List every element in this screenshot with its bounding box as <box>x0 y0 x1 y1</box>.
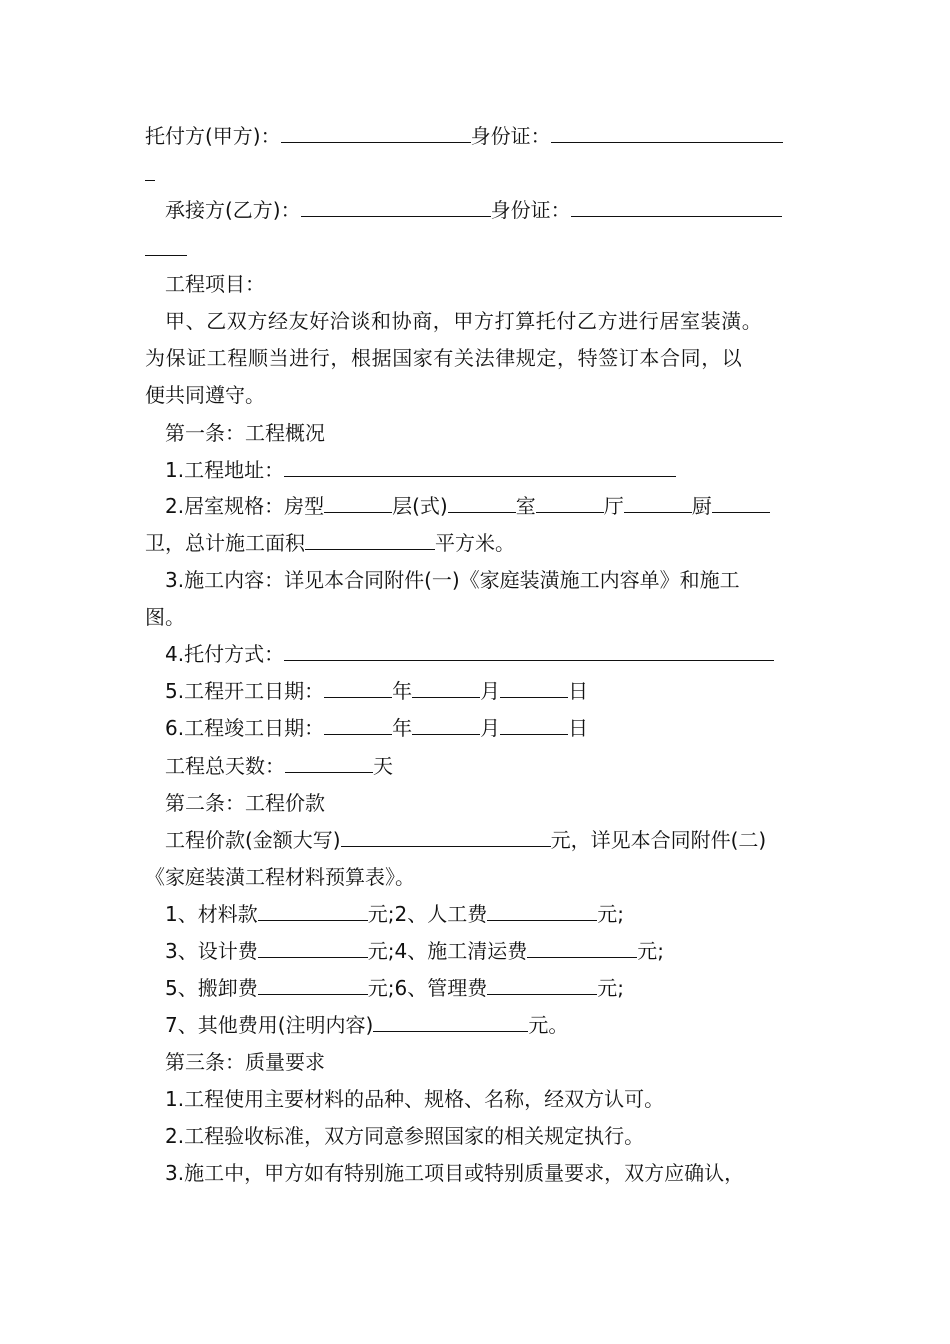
end-year-blank <box>324 714 392 735</box>
management-blank <box>487 974 597 995</box>
unit-hall: 厅 <box>603 494 624 518</box>
start-day-unit: 日 <box>568 679 589 703</box>
fees-line-4 <box>165 1011 833 1039</box>
party-a-name-blank <box>281 122 471 143</box>
content-line-1: 3.施工内容：详见本合同附件(一)《家庭装潢施工内容单》和施工 <box>165 568 740 592</box>
quality-item-2: 2.工程验收标准，双方同意参照国家的相关规定执行。 <box>165 1124 645 1148</box>
intro-line-3: 便共同遵守。 <box>145 383 265 407</box>
start-month-blank <box>412 677 480 698</box>
price-after: 元，详见本合同附件(二) <box>550 828 767 852</box>
spec-line-2 <box>145 529 813 557</box>
party-b-id-blank <box>571 196 782 217</box>
start-year-unit: 年 <box>392 679 413 703</box>
total-days-line <box>165 752 833 780</box>
party-a-id-blank <box>551 122 783 143</box>
labor-blank <box>487 900 597 921</box>
party-b-id-blank-cont <box>145 235 187 256</box>
bath-blank <box>712 492 770 513</box>
price-blank <box>341 826 551 847</box>
material-blank <box>258 900 368 921</box>
design-unit: 元; <box>367 939 395 963</box>
unit-room: 室 <box>515 494 536 518</box>
party-a-line-wrap <box>145 160 813 188</box>
fees-line-3 <box>165 974 833 1002</box>
method-blank <box>284 640 774 661</box>
quality-item-1: 1.工程使用主要材料的品种、规格、名称，经双方认可。 <box>165 1087 665 1111</box>
kitchen-blank <box>624 492 692 513</box>
address-line <box>165 456 833 484</box>
method-line <box>165 640 833 668</box>
management-unit: 元; <box>597 976 624 1000</box>
cleanup-blank <box>527 937 637 958</box>
party-b-id-label: 身份证： <box>490 198 571 222</box>
end-year-unit: 年 <box>392 716 413 740</box>
labor-unit: 元; <box>597 902 624 926</box>
floor-type-blank <box>324 492 392 513</box>
intro-line-2: 为保证工程顺当进行，根据国家有关法律规定，特签订本合同，以 <box>145 346 743 370</box>
intro-line-1: 甲、乙双方经友好洽谈和协商，甲方打算托付乙方进行居室装潢。 <box>165 309 763 333</box>
management-label: 6、管理费 <box>394 976 488 1000</box>
article-2-title: 第二条：工程价款 <box>165 791 325 815</box>
labor-label: 2、人工费 <box>394 902 488 926</box>
price-label: 工程价款(金额大写) <box>165 828 341 852</box>
total-days-label: 工程总天数： <box>165 754 285 778</box>
method-label: 4.托付方式： <box>165 642 285 666</box>
address-blank <box>284 456 676 477</box>
hall-blank <box>536 492 604 513</box>
spec-label: 2.居室规格：房型 <box>165 494 325 518</box>
moving-label: 5、搬卸费 <box>165 976 258 1000</box>
project-heading: 工程项目： <box>165 272 265 296</box>
other-blank <box>373 1011 528 1032</box>
start-date-label: 5.工程开工日期： <box>165 679 325 703</box>
start-day-blank <box>500 677 568 698</box>
party-b-name-blank <box>301 196 491 217</box>
article-1-title: 第一条：工程概况 <box>165 421 325 445</box>
cleanup-label: 4、施工清运费 <box>394 939 528 963</box>
spec-line-2-start: 卫，总计施工面积 <box>145 531 305 555</box>
end-month-unit: 月 <box>480 716 501 740</box>
article-3-title: 第三条：质量要求 <box>165 1050 325 1074</box>
unit-days: 天 <box>373 754 393 778</box>
party-a-label: 托付方(甲方)： <box>145 124 281 148</box>
unit-floor: 层(式) <box>392 494 448 518</box>
price-line-2: 《家庭装潢工程材料预算表》。 <box>145 865 415 889</box>
price-line-1 <box>165 826 833 854</box>
content-line-2: 图。 <box>145 605 185 629</box>
start-year-blank <box>324 677 392 698</box>
party-b-line-wrap <box>145 235 813 263</box>
area-blank <box>305 529 435 550</box>
party-a-id-label: 身份证： <box>470 124 551 148</box>
moving-unit: 元; <box>367 976 395 1000</box>
end-date-label: 6.工程竣工日期： <box>165 716 325 740</box>
spec-line-1 <box>165 492 833 520</box>
party-a-line <box>145 122 813 150</box>
design-label: 3、设计费 <box>165 939 258 963</box>
cleanup-unit: 元; <box>637 939 664 963</box>
end-day-unit: 日 <box>568 716 589 740</box>
unit-sqm: 平方米。 <box>435 531 515 555</box>
end-day-blank <box>500 714 568 735</box>
fees-line-2 <box>165 937 833 965</box>
quality-item-3: 3.施工中，甲方如有特别施工项目或特别质量要求，双方应确认， <box>165 1161 745 1185</box>
unit-kitchen: 厨 <box>691 494 712 518</box>
room-blank <box>448 492 516 513</box>
end-date-line <box>165 714 833 742</box>
other-label: 7、其他费用(注明内容) <box>165 1013 374 1037</box>
moving-blank <box>258 974 368 995</box>
total-days-blank <box>285 752 373 773</box>
start-date-line <box>165 677 833 705</box>
design-blank <box>258 937 368 958</box>
material-unit: 元; <box>367 902 395 926</box>
other-unit: 元。 <box>528 1013 569 1037</box>
end-month-blank <box>412 714 480 735</box>
start-month-unit: 月 <box>480 679 501 703</box>
party-b-label: 承接方(乙方)： <box>165 198 301 222</box>
fees-line-1 <box>165 900 833 928</box>
party-a-id-blank-cont <box>145 160 155 181</box>
party-b-line <box>165 196 833 224</box>
address-label: 1.工程地址： <box>165 458 285 482</box>
material-label: 1、材料款 <box>165 902 258 926</box>
